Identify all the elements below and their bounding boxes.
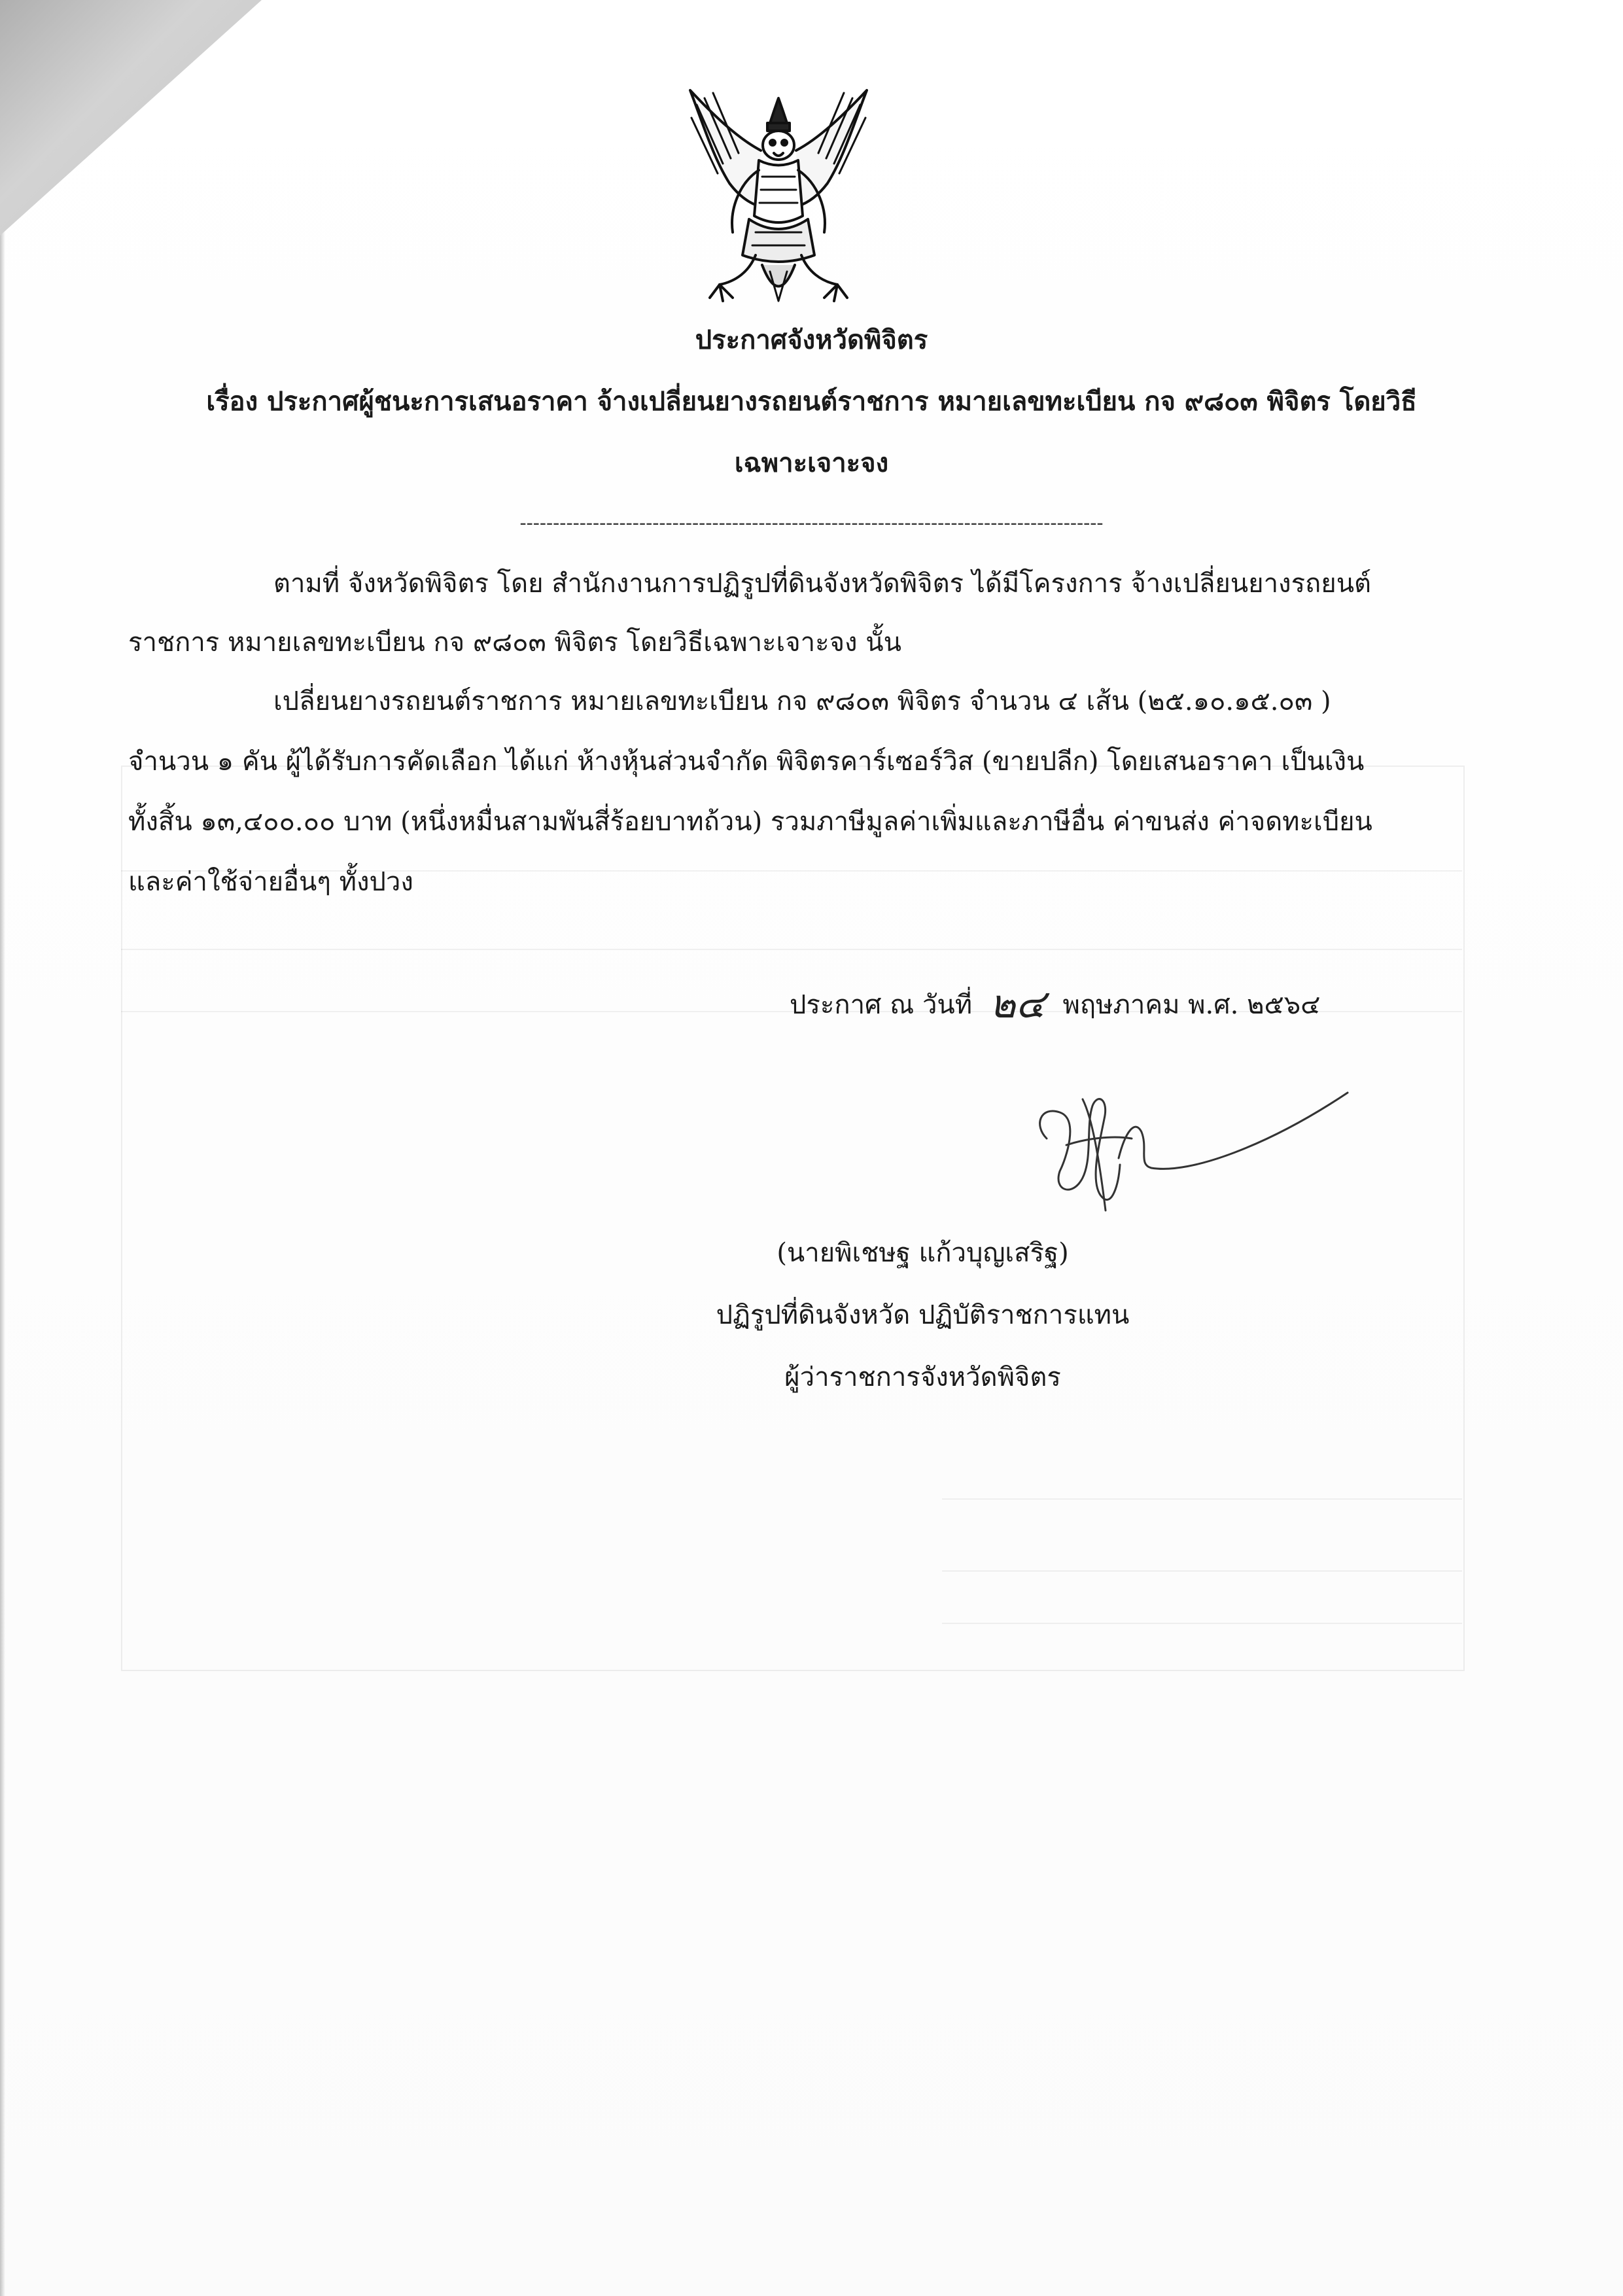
- bleed-through-line: [121, 949, 1462, 950]
- bleed-through-line: [942, 1623, 1462, 1624]
- paragraph-2-line-3: ทั้งสิ้น ๑๓,๔๐๐.๐๐ บาท (หนึ่งหมื่นสามพันสี่ร้อยบาทถ้วน) รวมภาษีมูลค่าเพิ่มและภาษีอื่น ค่าขนส่ง ค่าจดทะเบียน: [128, 807, 1372, 837]
- date-suffix: พฤษภาคม พ.ศ. ๒๕๖๔: [1062, 990, 1321, 1020]
- signatory-name: (นายพิเชษฐ แก้วบุญเสริฐ): [777, 1238, 1069, 1268]
- paragraph-2-line-2: จำนวน ๑ คัน ผู้ได้รับการคัดเลือก ได้แก่ ห้างหุ้นส่วนจำกัด พิจิตรคาร์เซอร์วิส (ขายปลีก) โดยเสนอราคา เป็นเงิน: [128, 747, 1365, 777]
- bleed-through-line: [942, 1498, 1462, 1500]
- announcement-title: ประกาศจังหวัดพิจิตร: [695, 325, 928, 355]
- garuda-emblem-icon: [684, 85, 873, 321]
- paragraph-1-line-2: ราชการ หมายเลขทะเบียน กจ ๙๘๐๓ พิจิตร โดยวิธีเฉพาะเจาะจง นั้น: [128, 627, 901, 658]
- paragraph-2-line-4: และค่าใช้จ่ายอื่นๆ ทั้งปวง: [128, 867, 413, 897]
- bleed-through-line: [942, 1570, 1462, 1572]
- date-day-handwritten: ๒๔: [989, 981, 1045, 1027]
- paragraph-1-line-1: ตามที่ จังหวัดพิจิตร โดย สำนักงานการปฏิรูปที่ดินจังหวัดพิจิตร ได้มีโครงการ จ้างเปลี่ยนยางรถยนต์: [273, 569, 1372, 599]
- signatory-position-1: ปฏิรูปที่ดินจังหวัด ปฏิบัติราชการแทน: [716, 1300, 1130, 1330]
- paragraph-2-line-1: เปลี่ยนยางรถยนต์ราชการ หมายเลขทะเบียน กจ ๙๘๐๓ พิจิตร จำนวน ๔ เส้น (๒๕.๑๐.๑๕.๐๓ ): [273, 686, 1331, 716]
- subject-line-2: เฉพาะเจาะจง: [734, 448, 889, 478]
- separator-line: ----------------------------------------------------------------------------------------: [519, 512, 1104, 535]
- date-prefix: ประกาศ ณ วันที่: [790, 990, 973, 1020]
- handwritten-signature-icon: [1021, 1060, 1361, 1224]
- signatory-position-2: ผู้ว่าราชการจังหวัดพิจิตร: [784, 1362, 1061, 1392]
- announcement-date: [790, 981, 1321, 1027]
- subject-line-1: เรื่อง ประกาศผู้ชนะการเสนอราคา จ้างเปลี่ยนยางรถยนต์ราชการ หมายเลขทะเบียน กจ ๙๘๐๓ พิจิตร โดยวิธี: [206, 386, 1417, 417]
